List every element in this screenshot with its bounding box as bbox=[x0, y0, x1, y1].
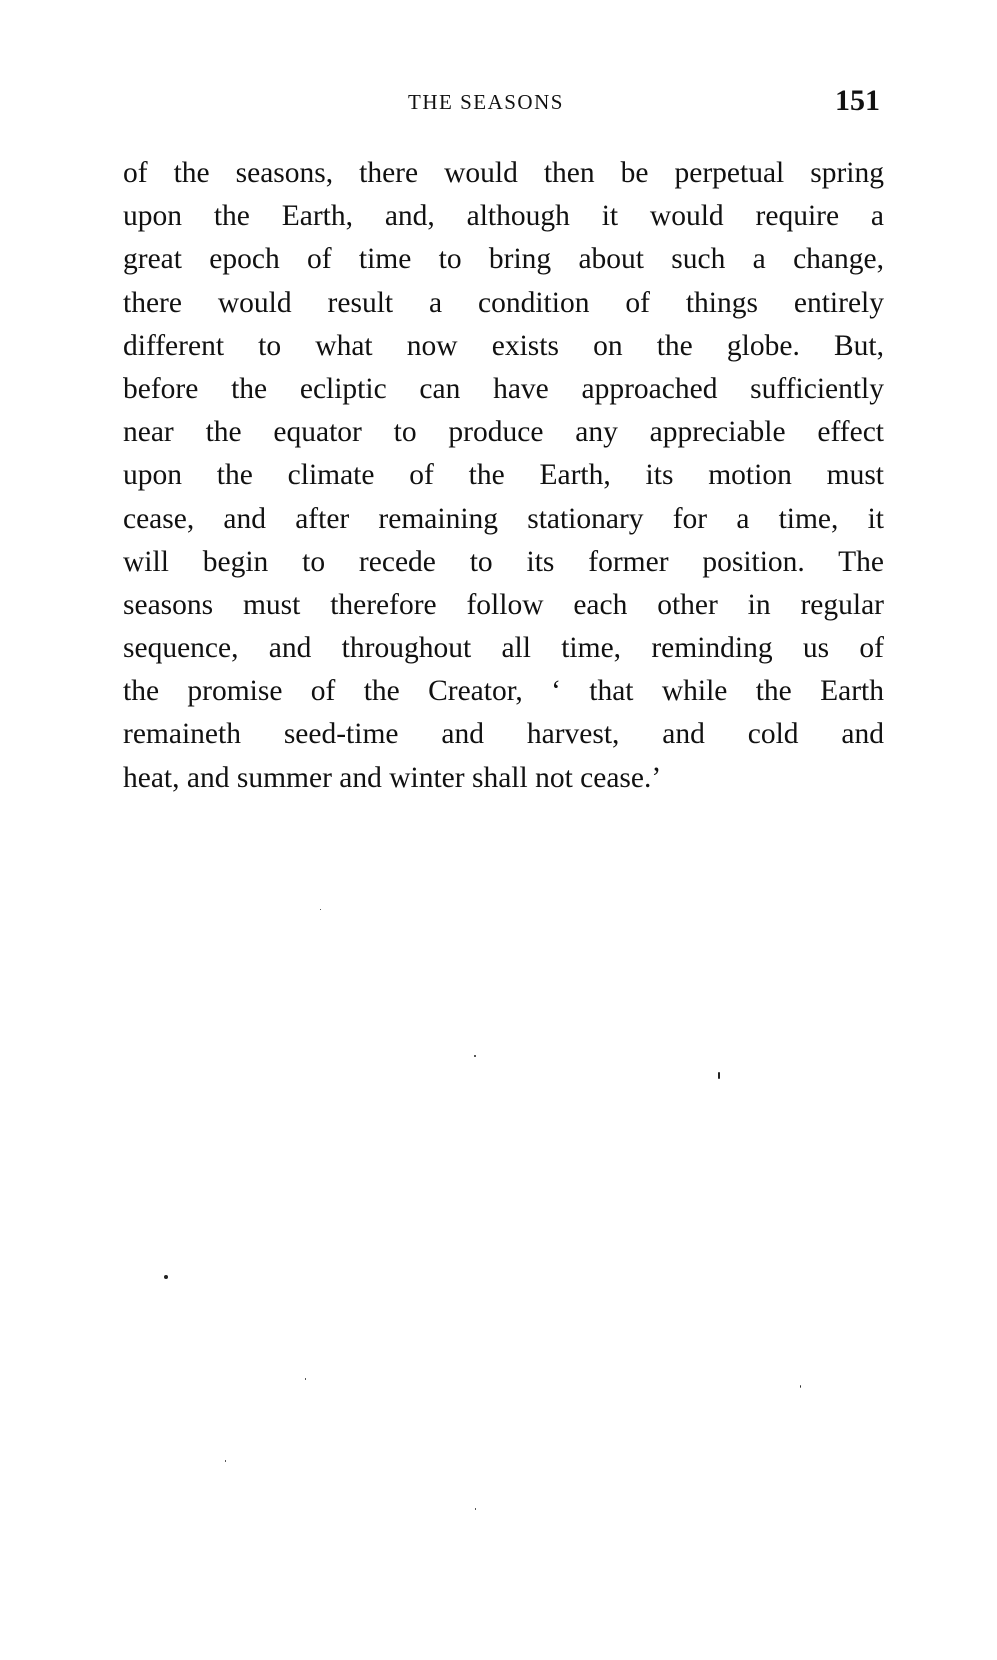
text-line: of the seasons, there would then be perpetual spring bbox=[123, 157, 884, 189]
text-line: remaineth seed-time and harvest, and cold and bbox=[123, 718, 884, 751]
dust-speck bbox=[225, 1460, 226, 1462]
text-line: near the equator to produce any appreciable effect bbox=[123, 416, 884, 449]
text-line: heat, and summer and winter shall not cease.’ bbox=[123, 761, 662, 794]
dust-speck bbox=[474, 1055, 476, 1057]
body-paragraph bbox=[123, 152, 884, 800]
text-line: upon the Earth, and, although it would require a bbox=[123, 200, 884, 233]
text-line: sequence, and throughout all time, reminding us of bbox=[123, 632, 884, 665]
text-line: seasons must therefore follow each other in regular bbox=[123, 588, 884, 621]
dust-speck bbox=[320, 909, 321, 910]
text-line: different to what now exists on the globe. But, bbox=[123, 329, 884, 362]
text-line: cease, and after remaining stationary for a time, it bbox=[123, 502, 884, 535]
dust-speck bbox=[800, 1385, 801, 1388]
text-line: upon the climate of the Earth, its motion must bbox=[123, 459, 884, 492]
text-line: will begin to recede to its former position. The bbox=[123, 545, 884, 578]
dust-speck bbox=[475, 1508, 476, 1510]
page-number: 151 bbox=[835, 84, 880, 117]
running-title: THE SEASONS bbox=[408, 90, 564, 114]
dust-speck bbox=[164, 1275, 168, 1279]
text-line: great epoch of time to bring about such a change, bbox=[123, 243, 884, 276]
dust-speck bbox=[718, 1072, 720, 1079]
dust-speck bbox=[305, 1378, 306, 1380]
text-line: before the ecliptic can have approached sufficiently bbox=[123, 372, 884, 405]
running-header bbox=[0, 86, 997, 126]
text-line: there would result a condition of things entirely bbox=[123, 286, 884, 319]
text-line: the promise of the Creator, ‘ that while the Earth bbox=[123, 675, 884, 708]
